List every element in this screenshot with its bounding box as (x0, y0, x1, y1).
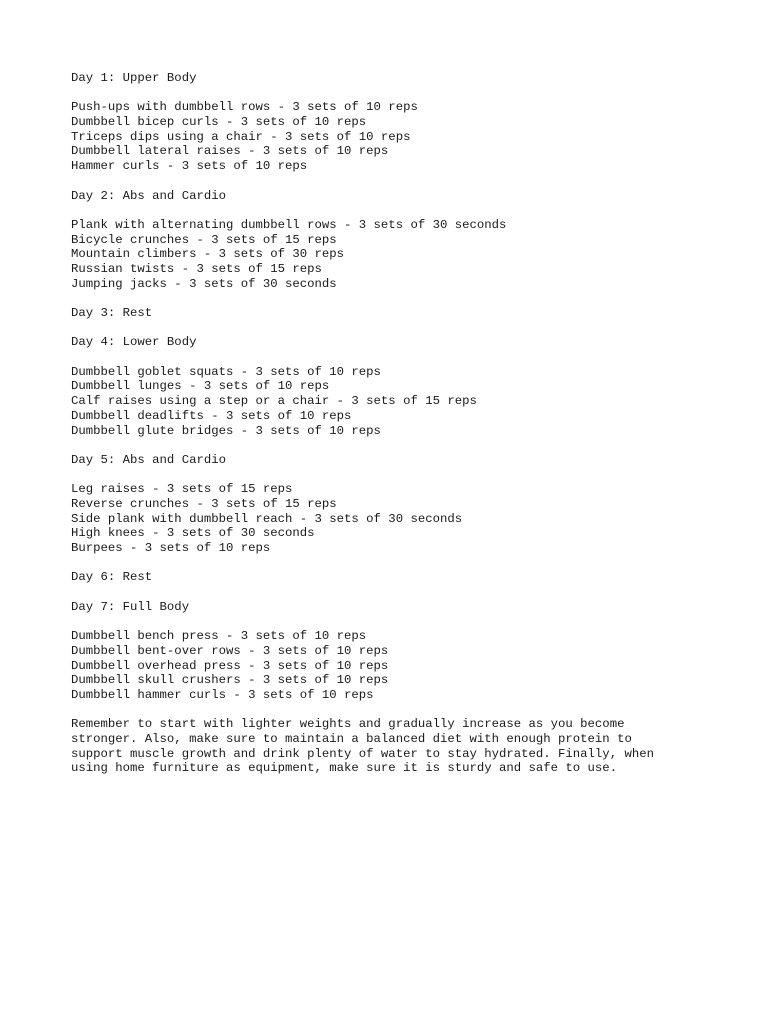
day-section-3 (71, 306, 711, 321)
exercise-line: Dumbbell overhead press - 3 sets of 10 reps (71, 658, 389, 673)
day-section-4 (71, 335, 711, 438)
day-title: Day 7: Full Body (71, 599, 190, 614)
exercise-line: Calf raises using a step or a chair - 3 sets of 15 reps (71, 394, 477, 409)
document-page (71, 71, 711, 776)
exercise-line: Dumbbell deadlifts - 3 sets of 10 reps (71, 408, 352, 423)
exercise-line: Dumbbell goblet squats - 3 sets of 10 reps (71, 364, 381, 379)
exercise-line: Dumbbell bench press - 3 sets of 10 reps (71, 629, 367, 644)
exercise-line: Dumbbell glute bridges - 3 sets of 10 reps (71, 423, 381, 438)
day-title: Day 4: Lower Body (71, 335, 197, 350)
day-title: Day 5: Abs and Cardio (71, 452, 226, 467)
exercise-line: Leg raises - 3 sets of 15 reps (71, 482, 293, 497)
exercise-line: Bicycle crunches - 3 sets of 15 reps (71, 232, 337, 247)
exercise-line: Side plank with dumbbell reach - 3 sets of 30 seconds (71, 511, 463, 526)
closing-line: Remember to start with lighter weights and gradually increase as you become (71, 717, 625, 732)
exercise-line: Dumbbell skull crushers - 3 sets of 10 reps (71, 673, 389, 688)
exercise-line: Dumbbell hammer curls - 3 sets of 10 reps (71, 687, 374, 702)
exercise-line: Plank with alternating dumbbell rows - 3 sets of 30 seconds (71, 217, 507, 232)
closing-line: using home furniture as equipment, make sure it is sturdy and safe to use. (71, 761, 618, 776)
exercise-line: Dumbbell bicep curls - 3 sets of 10 reps (71, 115, 367, 130)
day-title: Day 6: Rest (71, 570, 153, 585)
exercise-line: Push-ups with dumbbell rows - 3 sets of 10 reps (71, 100, 418, 115)
exercise-line: Mountain climbers - 3 sets of 30 reps (71, 247, 345, 262)
day-title: Day 2: Abs and Cardio (71, 188, 226, 203)
exercise-line: Russian twists - 3 sets of 15 reps (71, 261, 322, 276)
day-section-6 (71, 570, 711, 585)
exercise-line: Reverse crunches - 3 sets of 15 reps (71, 496, 337, 511)
day-section-5 (71, 453, 711, 556)
day-section-7 (71, 600, 711, 703)
day-title: Day 1: Upper Body (71, 71, 197, 85)
exercise-line: Jumping jacks - 3 sets of 30 seconds (71, 276, 337, 291)
exercise-line: Burpees - 3 sets of 10 reps (71, 541, 271, 555)
day-section-2 (71, 189, 711, 292)
exercise-line: Dumbbell lunges - 3 sets of 10 reps (71, 379, 330, 394)
exercise-line: Dumbbell bent-over rows - 3 sets of 10 reps (71, 643, 389, 658)
exercise-line: Triceps dips using a chair - 3 sets of 10 reps (71, 129, 411, 144)
exercise-line: High knees - 3 sets of 30 seconds (71, 526, 315, 541)
day-section-1 (71, 71, 711, 174)
closing-paragraph (71, 717, 711, 776)
closing-line: support muscle growth and drink plenty of water to stay hydrated. Finally, when (71, 746, 654, 761)
day-title: Day 3: Rest (71, 306, 153, 320)
exercise-line: Hammer curls - 3 sets of 10 reps (71, 159, 308, 174)
exercise-line: Dumbbell lateral raises - 3 sets of 10 reps (71, 144, 389, 159)
closing-line: stronger. Also, make sure to maintain a balanced diet with enough protein to (71, 731, 632, 746)
